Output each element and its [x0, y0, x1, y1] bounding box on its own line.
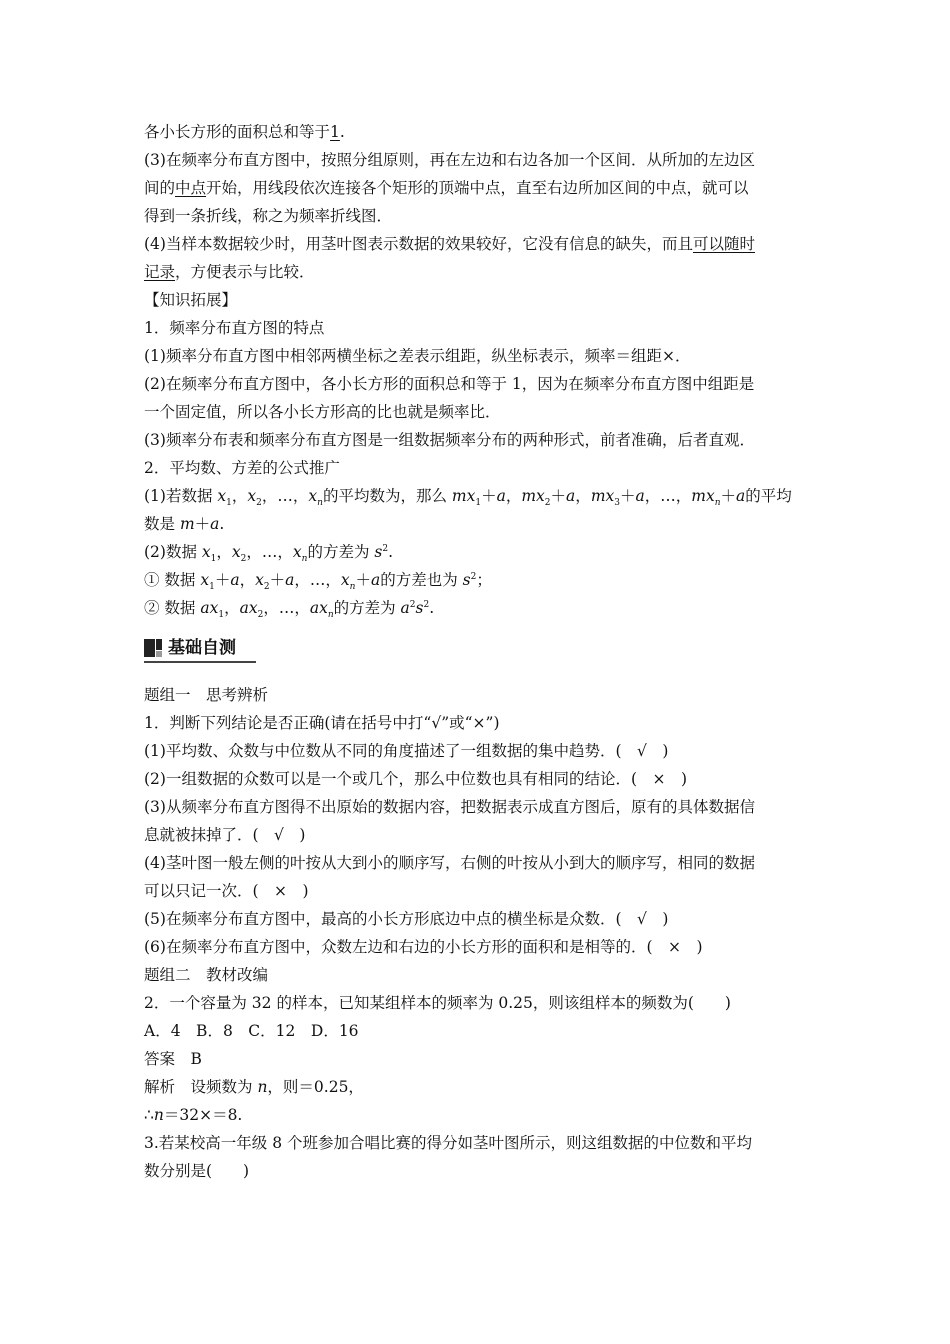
extension-item-1-3: (3)频率分布表和频率分布直方图是一组数据频率分布的两种形式，前者准确，后者直观．: [144, 431, 755, 449]
intro-p3-line-2: 间的中点开始，用线段依次连接各个矩形的顶端中点，直至右边所加区间的中点，就可以: [144, 179, 749, 197]
question-2-solution-1: 解析 设频数为 n，则＝0.25，: [144, 1078, 364, 1096]
formula-mean-line-2: 数是 m＋a.: [144, 515, 225, 533]
group-1-heading: 题组一 思考辨析: [144, 686, 269, 704]
question-1-item-2: (2)一组数据的众数可以是一个或几个，那么中位数也具有相同的结论．( × ): [144, 770, 688, 788]
question-1: 1．判断下列结论是否正确(请在括号中打“√”或“×”): [144, 714, 500, 732]
section-header: [144, 636, 256, 662]
section-underline: [144, 661, 256, 663]
question-1-item-1: (1)平均数、众数与中位数从不同的角度描述了一组数据的集中趋势．( √ ): [144, 742, 669, 760]
question-2: 2．一个容量为 32 的样本，已知某组样本的频率为 0.25，则该组样本的频数为( ): [144, 994, 731, 1012]
question-3-line-2: 数分别是( ): [144, 1162, 250, 1180]
question-1-item-5: (5)在频率分布直方图中，最高的小长方形底边中点的横坐标是众数．( √ ): [144, 910, 669, 928]
group-2-heading: 题组二 教材改编: [144, 966, 269, 984]
extension-item-1-1: (1)频率分布直方图中相邻两横坐标之差表示组距，纵坐标表示，频率＝组距×．: [144, 347, 691, 365]
question-1-item-3a: (3)从频率分布直方图得不出原始的数据内容，把数据表示成直方图后，原有的具体数据信: [144, 798, 755, 816]
extension-item-2-title: 2．平均数、方差的公式推广: [144, 459, 340, 477]
formula-variance-scale: ② 数据 $ax_1$，$ax_2$，…，$ax_n$的方差为 $a^2s^2$.: [144, 599, 435, 621]
extension-item-1-2b: 一个固定值，所以各小长方形高的比也就是频率比．: [144, 403, 501, 421]
question-1-item-6: (6)在频率分布直方图中，众数左边和右边的小长方形的面积和是相等的．( × ): [144, 938, 703, 956]
question-1-item-3b: 息就被抹掉了．( √ ): [144, 826, 306, 844]
intro-p3-line-3: 得到一条折线，称之为频率折线图．: [144, 207, 393, 225]
question-3-line-1: 3.若某校高一年级 8 个班参加合唱比赛的得分如茎叶图所示，则这组数据的中位数和平均: [144, 1134, 753, 1152]
question-1-item-4a: (4)茎叶图一般左侧的叶按从大到小的顺序写，右侧的叶按从小到大的顺序写，相同的数据: [144, 854, 755, 872]
question-1-item-4b: 可以只记一次．( × ): [144, 882, 309, 900]
formula-variance: (2)数据 $x_1$，$x_2$，…，$x_n$的方差为 $s^2$.: [144, 543, 394, 565]
extension-heading: 【知识拓展】: [144, 291, 238, 309]
question-2-answer: 答案 B: [144, 1050, 202, 1068]
intro-line-1: 各小长方形的面积总和等于1.: [144, 123, 345, 141]
section-title: 基础自测: [168, 638, 236, 658]
question-2-solution-2: ∴n＝32×＝8.: [144, 1106, 243, 1124]
intro-p3-line-1: (3)在频率分布直方图中，按照分组原则，再在左边和右边各加一个区间．从所加的左边区: [144, 151, 755, 169]
formula-variance-shift: ① 数据 $x_1+a$，$x_2+a$，…，$x_n+a$的方差也为 $s^2$；: [144, 571, 492, 593]
extension-item-1-title: 1．频率分布直方图的特点: [144, 319, 325, 337]
extension-item-1-2a: (2)在频率分布直方图中，各小长方形的面积总和等于 1，因为在频率分布直方图中组距是: [144, 375, 755, 393]
intro-p4-line-1: (4)当样本数据较少时，用茎叶图表示数据的效果较好，它没有信息的缺失，而且可以随时: [144, 235, 755, 253]
intro-p4-line-2: 记录，方便表示与比较．: [144, 263, 315, 281]
formula-mean-line-1: (1)若数据 $x_1$，$x_2$，…，$x_n$的平均数为，那么 $mx_1+a$，$mx_2+a$，$mx_3+a$，…，$mx_n+a$的平均: [144, 487, 792, 509]
question-2-options: A．4 B．8 C．12 D．16: [144, 1022, 359, 1040]
section-square-icon: [144, 639, 162, 657]
